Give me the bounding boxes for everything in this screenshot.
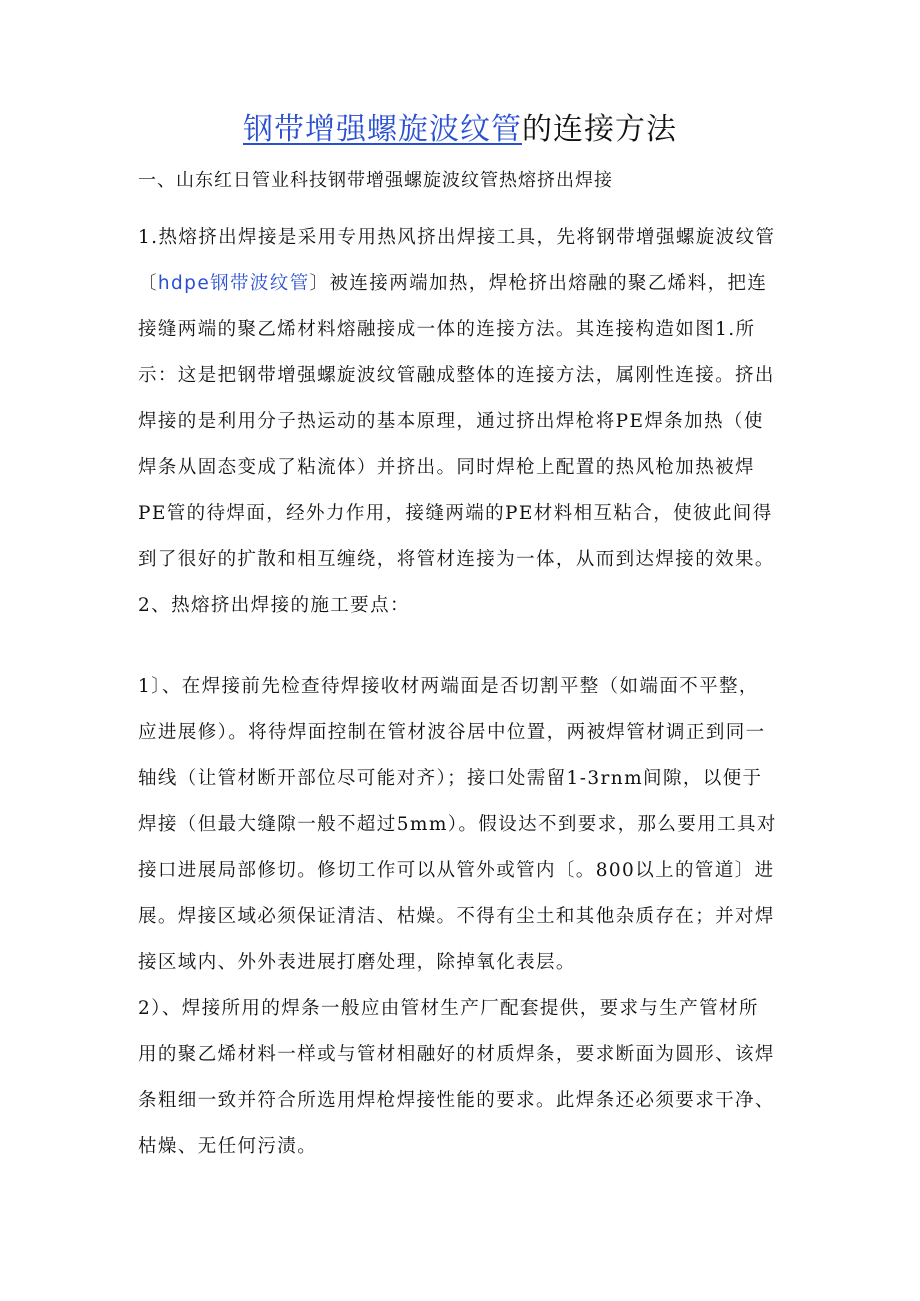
paragraph-line xyxy=(138,261,788,307)
title-link[interactable]: 钢带增强螺旋波纹管 xyxy=(243,112,522,147)
paragraph-line: 示：这是把钢带增强螺旋波纹管融成整体的连接方法，属刚性连接。挤出 xyxy=(138,365,775,386)
section-heading-1: 一、山东红日管业科技钢带增强螺旋波纹管热熔挤出焊接 xyxy=(138,170,613,191)
paragraph-line: 接口进展局部修切。修切工作可以从管外或管内〔。800以上的管道〕进 xyxy=(138,860,775,881)
page-title xyxy=(0,108,920,152)
paragraph-line: 条粗细一致并符合所选用焊枪焊接性能的要求。此焊条还必须要求干净、 xyxy=(138,1090,775,1111)
paragraph-line: 1〕、在焊接前先检查待焊接收材两端面是否切割平整（如端面不平整， xyxy=(138,676,759,697)
paragraph-line: PE管的待焊面，经外力作用，接缝两端的PE材料相互粘合，使彼此间得 xyxy=(138,503,773,524)
paragraph-line: 轴线（让管材断开部位尽可能对齐）；接口处需留1-3rnm间隙，以便于 xyxy=(138,768,763,789)
paragraph-line: 接缝两端的聚乙烯材料熔融接成一体的连接方法。其连接构造如图1.所 xyxy=(138,319,756,340)
paragraph-line: 1.热熔挤出焊接是采用专用热风挤出焊接工具，先将钢带增强螺旋波纹管 xyxy=(138,227,776,248)
paragraph-1 xyxy=(138,215,788,629)
paragraph-text: 〕被连接两端加热，焊枪挤出熔融的聚乙烯料，把连 xyxy=(309,273,768,294)
paragraph-line: 焊接的是利用分子热运动的基本原理，通过挤出焊枪将PE焊条加热（使 xyxy=(138,411,764,432)
section-heading-2: 2、热熔挤出焊接的施工要点： xyxy=(138,595,410,616)
paragraph-line: 枯燥、无任何污渍。 xyxy=(138,1136,318,1157)
paragraph-line: 到了很好的扩散和相互缠绕，将管材连接为一体，从而到达焊接的效果。 xyxy=(138,549,775,570)
paragraph-line: 焊条从固态变成了粘流体）并挤出。同时焊枪上配置的热风枪加热被焊 xyxy=(138,457,755,478)
bracket-open: 〔 xyxy=(138,273,158,294)
title-rest: 的连接方法 xyxy=(522,112,677,147)
paragraph-2 xyxy=(138,664,788,1170)
paragraph-line: 焊接（但最大缝隙一般不超过5mm）。假设达不到要求，那么要用工具对 xyxy=(138,814,777,835)
paragraph-line: 2）、焊接所用的焊条一般应由管材生产厂配套提供，要求与生产管材所 xyxy=(138,998,759,1019)
paragraph-line: 接区域内、外外表进展打磨处理，除掉氧化表层。 xyxy=(138,952,576,973)
paragraph-line: 展。焊接区域必须保证清洁、枯燥。不得有尘土和其他杂质存在；并对焊 xyxy=(138,906,775,927)
hdpe-link[interactable]: hdpe钢带波纹管 xyxy=(157,273,310,294)
paragraph-line: 应进展修）。将待焊面控制在管材波谷居中位置，两被焊管材调正到同一 xyxy=(138,722,766,743)
paragraph-line: 用的聚乙烯材料一样或与管材相融好的材质焊条，要求断面为圆形、该焊 xyxy=(138,1044,775,1065)
